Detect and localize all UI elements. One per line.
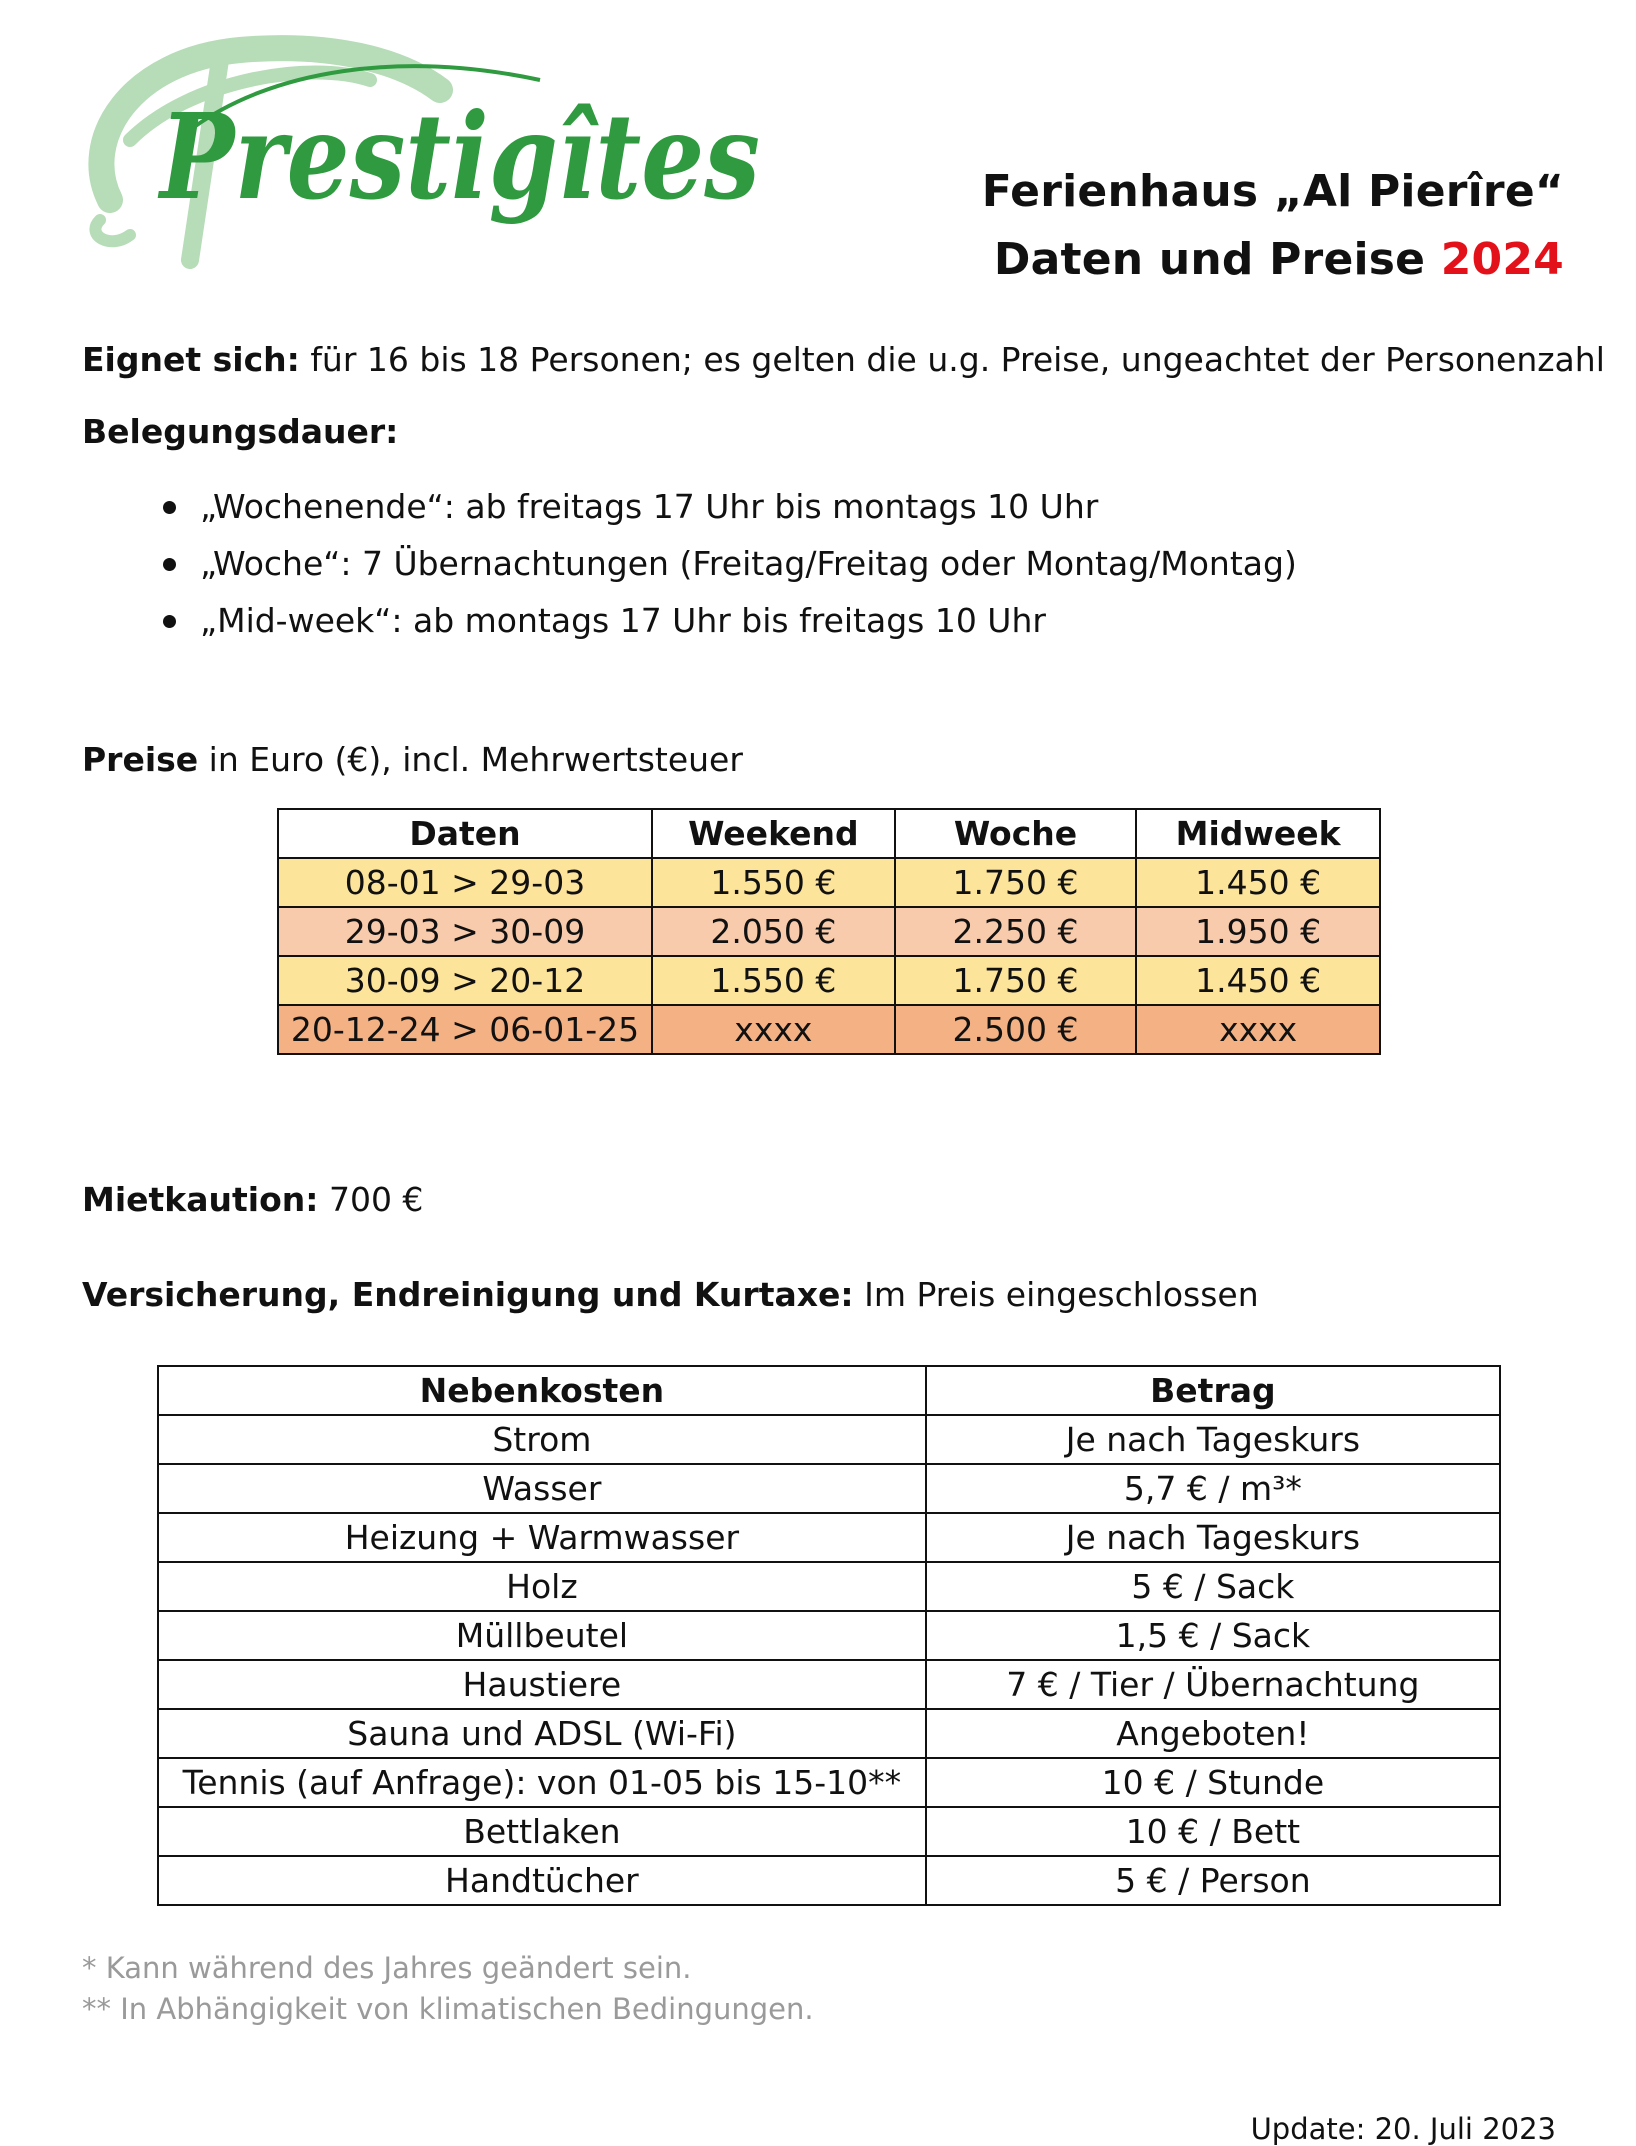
included-text: Im Preis eingeschlossen	[853, 1275, 1259, 1314]
duration-item-weekend: „Wochenende“: ab freitags 17 Uhr bis montags 10 Uhr	[82, 478, 1297, 535]
prices-intro-text: in Euro (€), incl. Mehrwertsteuer	[198, 740, 743, 779]
price-row	[278, 858, 1380, 907]
cost-item: Wasser	[158, 1464, 926, 1513]
price-row	[278, 907, 1380, 956]
cost-amount: Je nach Tageskurs	[926, 1415, 1500, 1464]
title-year: 2024	[1440, 234, 1564, 285]
price-cell: 1.550 €	[652, 956, 895, 1005]
price-header-cell: Woche	[895, 809, 1137, 858]
included-line	[82, 1275, 1259, 1314]
cost-amount: Angeboten!	[926, 1709, 1500, 1758]
price-cell: xxxx	[652, 1005, 895, 1054]
costs-row	[158, 1709, 1500, 1758]
costs-row	[158, 1513, 1500, 1562]
costs-row	[158, 1611, 1500, 1660]
price-cell: 2.250 €	[895, 907, 1137, 956]
cost-item: Handtücher	[158, 1856, 926, 1905]
cost-amount: 5,7 € / m³*	[926, 1464, 1500, 1513]
prestigites-logo	[70, 20, 790, 280]
price-cell: xxxx	[1136, 1005, 1380, 1054]
price-cell: 2.050 €	[652, 907, 895, 956]
duration-heading	[82, 412, 398, 451]
costs-row	[158, 1464, 1500, 1513]
duration-item-midweek: „Mid-week“: ab montags 17 Uhr bis freitags 10 Uhr	[82, 592, 1297, 649]
duration-list	[82, 478, 1297, 649]
price-row	[278, 956, 1380, 1005]
price-cell: 20-12-24 > 06-01-25	[278, 1005, 652, 1054]
included-label: Versicherung, Endreinigung und Kurtaxe:	[82, 1275, 854, 1314]
cost-item: Müllbeutel	[158, 1611, 926, 1660]
cost-amount: Je nach Tageskurs	[926, 1513, 1500, 1562]
cost-amount: 5 € / Sack	[926, 1562, 1500, 1611]
price-table-header	[278, 809, 1380, 858]
suitability-text: für 16 bis 18 Personen; es gelten die u.g. Preise, ungeachtet der Personenzahl	[299, 340, 1605, 379]
cost-item: Bettlaken	[158, 1807, 926, 1856]
deposit-line	[82, 1180, 423, 1219]
costs-row	[158, 1807, 1500, 1856]
price-table	[277, 808, 1381, 1055]
cost-amount: 10 € / Bett	[926, 1807, 1500, 1856]
cost-amount: 1,5 € / Sack	[926, 1611, 1500, 1660]
price-cell: 1.450 €	[1136, 858, 1380, 907]
title-line-2	[982, 226, 1564, 294]
prices-intro-label: Preise	[82, 740, 199, 779]
deposit-label: Mietkaution:	[82, 1180, 319, 1219]
duration-item-week: „Woche“: 7 Übernachtungen (Freitag/Freitag oder Montag/Montag)	[82, 535, 1297, 592]
cost-item: Tennis (auf Anfrage): von 01-05 bis 15-10**	[158, 1758, 926, 1807]
footnote-1: * Kann während des Jahres geändert sein.	[82, 1951, 692, 1985]
cost-item: Holz	[158, 1562, 926, 1611]
price-cell: 1.550 €	[652, 858, 895, 907]
cost-amount: 10 € / Stunde	[926, 1758, 1500, 1807]
cost-item: Haustiere	[158, 1660, 926, 1709]
cost-amount: 5 € / Person	[926, 1856, 1500, 1905]
costs-row	[158, 1562, 1500, 1611]
costs-table-header	[158, 1366, 1500, 1415]
price-cell: 1.450 €	[1136, 956, 1380, 1005]
cost-item: Sauna und ADSL (Wi-Fi)	[158, 1709, 926, 1758]
footnotes	[82, 1948, 814, 2030]
costs-row	[158, 1660, 1500, 1709]
footnote-2: ** In Abhängigkeit von klimatischen Bedingungen.	[82, 1992, 814, 2026]
duration-label: Belegungsdauer:	[82, 412, 399, 451]
cost-item: Strom	[158, 1415, 926, 1464]
prices-intro	[82, 740, 743, 779]
costs-row	[158, 1758, 1500, 1807]
deposit-text: 700 €	[318, 1180, 424, 1219]
price-header-cell: Midweek	[1136, 809, 1380, 858]
price-cell: 1.950 €	[1136, 907, 1380, 956]
costs-row	[158, 1415, 1500, 1464]
update-date: Update: 20. Juli 2023	[1250, 2112, 1556, 2146]
title-line-2-text: Daten und Preise	[993, 234, 1441, 285]
price-cell: 1.750 €	[895, 858, 1137, 907]
cost-amount: 7 € / Tier / Übernachtung	[926, 1660, 1500, 1709]
title-line-1: Ferienhaus „Al Pierîre“	[981, 166, 1564, 217]
suitability-line	[82, 340, 1605, 379]
price-cell: 30-09 > 20-12	[278, 956, 652, 1005]
price-cell: 08-01 > 29-03	[278, 858, 652, 907]
price-cell: 2.500 €	[895, 1005, 1137, 1054]
costs-row	[158, 1856, 1500, 1905]
additional-costs-table	[157, 1365, 1501, 1906]
price-row	[278, 1005, 1380, 1054]
costs-header-cell: Betrag	[926, 1366, 1500, 1415]
price-cell: 29-03 > 30-09	[278, 907, 652, 956]
costs-header-cell: Nebenkosten	[158, 1366, 926, 1415]
price-header-cell: Daten	[278, 809, 652, 858]
document-title	[982, 158, 1564, 294]
cost-item: Heizung + Warmwasser	[158, 1513, 926, 1562]
logo-wordmark: Prestigîtes	[157, 87, 760, 226]
price-cell: 1.750 €	[895, 956, 1137, 1005]
suitability-label: Eignet sich:	[82, 340, 300, 379]
price-header-cell: Weekend	[652, 809, 895, 858]
